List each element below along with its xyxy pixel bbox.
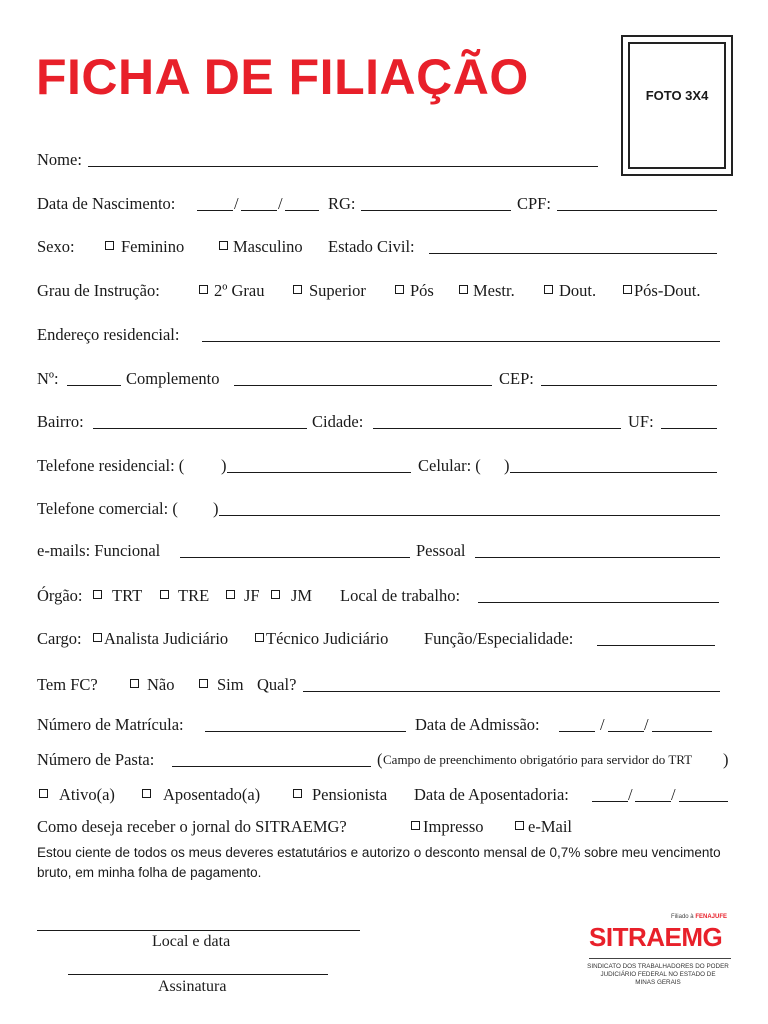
paren: (	[377, 750, 383, 769]
email-funcional-field[interactable]	[180, 557, 410, 558]
funcao-field[interactable]	[597, 645, 715, 646]
cep-field[interactable]	[541, 385, 717, 386]
admissao-dia-field[interactable]	[559, 731, 595, 732]
label-pensionista: Pensionista	[312, 785, 388, 804]
label-aposentado: Aposentado(a)	[163, 785, 261, 804]
label-nome: Nome:	[37, 150, 82, 169]
label-mestrado: Mestr.	[473, 281, 515, 300]
pos-checkbox[interactable]	[395, 285, 404, 294]
label-feminino: Feminino	[121, 237, 185, 256]
label-cpf: CPF:	[517, 194, 551, 213]
label-trt: TRT	[112, 586, 143, 605]
superior-checkbox[interactable]	[293, 285, 302, 294]
label-ativo: Ativo(a)	[59, 785, 115, 804]
nascimento-ano-field[interactable]	[285, 210, 319, 211]
label-grau-2: 2º Grau	[214, 281, 265, 300]
tecnico-checkbox[interactable]	[255, 633, 264, 642]
declaration-text: Estou ciente de todos os meus deveres estatutários e autorizo o desconto mensal de 0,7% sobre meu vencimento bruto, em minha folha de pagamento.	[37, 845, 721, 880]
feminino-checkbox[interactable]	[105, 241, 114, 250]
nascimento-mes-field[interactable]	[241, 210, 277, 211]
label-celular: Celular: (	[418, 456, 481, 475]
estado-civil-field[interactable]	[429, 253, 717, 254]
pasta-field[interactable]	[172, 766, 371, 767]
aposentadoria-ano-field[interactable]	[679, 801, 728, 802]
slash: /	[644, 715, 649, 734]
slash: /	[628, 785, 633, 804]
paren: )	[504, 456, 510, 475]
label-nao: Não	[147, 675, 175, 694]
label-tecnico: Técnico Judiciário	[266, 629, 389, 648]
logo-tag-prefix: Filiado à	[670, 914, 694, 920]
assinatura-field[interactable]	[68, 974, 328, 975]
masculino-checkbox[interactable]	[219, 241, 228, 250]
logo-tag-brand: FENAJUFE	[695, 914, 727, 920]
analista-checkbox[interactable]	[93, 633, 102, 642]
mestrado-checkbox[interactable]	[459, 285, 468, 294]
label-pasta: Número de Pasta:	[37, 750, 155, 769]
label-pos: Pós	[410, 281, 434, 300]
jm-checkbox[interactable]	[271, 590, 280, 599]
label-bairro: Bairro:	[37, 412, 84, 431]
label-email: e-Mail	[528, 817, 572, 836]
photo-label: FOTO 3X4	[645, 88, 709, 103]
trt-checkbox[interactable]	[93, 590, 102, 599]
email-pessoal-field[interactable]	[475, 557, 720, 558]
celular-field[interactable]	[510, 472, 717, 473]
label-data-nascimento: Data de Nascimento:	[37, 194, 176, 213]
pasta-note: Campo de preenchimento obrigatório para servidor do TRT	[383, 752, 693, 767]
label-local-trabalho: Local de trabalho:	[340, 586, 461, 605]
label-jm: JM	[291, 586, 313, 605]
tre-checkbox[interactable]	[160, 590, 169, 599]
slash: /	[234, 194, 239, 213]
label-email-funcional: e-mails: Funcional	[37, 541, 161, 560]
rg-field[interactable]	[361, 210, 511, 211]
qual-field[interactable]	[303, 691, 720, 692]
label-telefone-residencial: Telefone residencial: (	[37, 456, 185, 475]
logo-subtitle: SINDICATO DOS TRABALHADORES DO PODER JUDICIÁRIO FEDERAL NO ESTADO DE MINAS GERAIS	[587, 963, 729, 986]
paren: )	[213, 499, 219, 518]
impresso-checkbox[interactable]	[411, 821, 420, 830]
bairro-field[interactable]	[93, 428, 307, 429]
label-doutorado: Dout.	[559, 281, 597, 300]
email-checkbox[interactable]	[515, 821, 524, 830]
label-cidade: Cidade:	[312, 412, 364, 431]
label-data-aposentadoria: Data de Aposentadoria:	[414, 785, 569, 804]
label-grau-instrucao: Grau de Instrução:	[37, 281, 160, 300]
telefone-comercial-field[interactable]	[219, 515, 720, 516]
local-data-field[interactable]	[37, 930, 360, 931]
aposentadoria-dia-field[interactable]	[592, 801, 628, 802]
label-analista: Analista Judiciário	[104, 629, 229, 648]
label-masculino: Masculino	[233, 237, 303, 256]
label-email-pessoal: Pessoal	[416, 541, 466, 560]
admissao-mes-field[interactable]	[608, 731, 644, 732]
numero-field[interactable]	[67, 385, 121, 386]
form-title: FICHA DE FILIAÇÃO	[36, 49, 529, 105]
endereco-field[interactable]	[202, 341, 720, 342]
telefone-residencial-field[interactable]	[227, 472, 411, 473]
local-trabalho-field[interactable]	[478, 602, 719, 603]
logo-divider	[589, 958, 731, 959]
cpf-field[interactable]	[557, 210, 717, 211]
nome-field[interactable]	[88, 166, 598, 167]
label-superior: Superior	[309, 281, 366, 300]
matricula-field[interactable]	[205, 731, 406, 732]
nascimento-dia-field[interactable]	[197, 210, 233, 211]
grau-2-checkbox[interactable]	[199, 285, 208, 294]
aposentadoria-mes-field[interactable]	[635, 801, 671, 802]
fc-nao-checkbox[interactable]	[130, 679, 139, 688]
photo-box	[621, 35, 733, 176]
label-admissao: Data de Admissão:	[415, 715, 540, 734]
slash: /	[671, 785, 676, 804]
label-tem-fc: Tem FC?	[37, 675, 98, 694]
uf-field[interactable]	[661, 428, 717, 429]
slash: /	[278, 194, 283, 213]
label-local-data: Local e data	[152, 933, 231, 950]
label-complemento: Complemento	[126, 369, 220, 388]
label-assinatura: Assinatura	[158, 978, 227, 995]
label-funcao: Função/Especialidade:	[424, 629, 574, 648]
label-tre: TRE	[178, 586, 210, 605]
label-rg: RG:	[328, 194, 356, 213]
label-cargo: Cargo:	[37, 629, 82, 648]
ativo-checkbox[interactable]	[39, 789, 48, 798]
pensionista-checkbox[interactable]	[293, 789, 302, 798]
label-estado-civil: Estado Civil:	[328, 237, 415, 256]
logo-tagline	[671, 914, 727, 920]
pos-doutorado-checkbox[interactable]	[623, 285, 632, 294]
label-matricula: Número de Matrícula:	[37, 715, 184, 734]
label-numero: Nº:	[37, 369, 59, 388]
slash: /	[600, 715, 605, 734]
logo-name: SITRAEMG	[589, 922, 723, 952]
doutorado-checkbox[interactable]	[544, 285, 553, 294]
label-impresso: Impresso	[423, 817, 484, 836]
label-jf: JF	[244, 586, 260, 605]
cidade-field[interactable]	[373, 428, 621, 429]
jf-checkbox[interactable]	[226, 590, 235, 599]
label-pos-doutorado: Pós-Dout.	[634, 281, 701, 300]
admissao-ano-field[interactable]	[652, 731, 712, 732]
complemento-field[interactable]	[234, 385, 492, 386]
label-sexo: Sexo:	[37, 237, 75, 256]
paren: )	[723, 750, 729, 769]
label-orgao: Órgão:	[37, 586, 83, 605]
aposentado-checkbox[interactable]	[142, 789, 151, 798]
label-sim: Sim	[217, 675, 244, 694]
label-qual: Qual?	[257, 675, 297, 694]
label-jornal: Como deseja receber o jornal do SITRAEMG?	[37, 817, 347, 836]
label-uf: UF:	[628, 412, 654, 431]
fc-sim-checkbox[interactable]	[199, 679, 208, 688]
label-endereco: Endereço residencial:	[37, 325, 180, 344]
label-cep: CEP:	[499, 369, 534, 388]
label-telefone-comercial: Telefone comercial: (	[37, 499, 178, 518]
paren: )	[221, 456, 227, 475]
sitraemg-logo	[583, 914, 733, 1019]
